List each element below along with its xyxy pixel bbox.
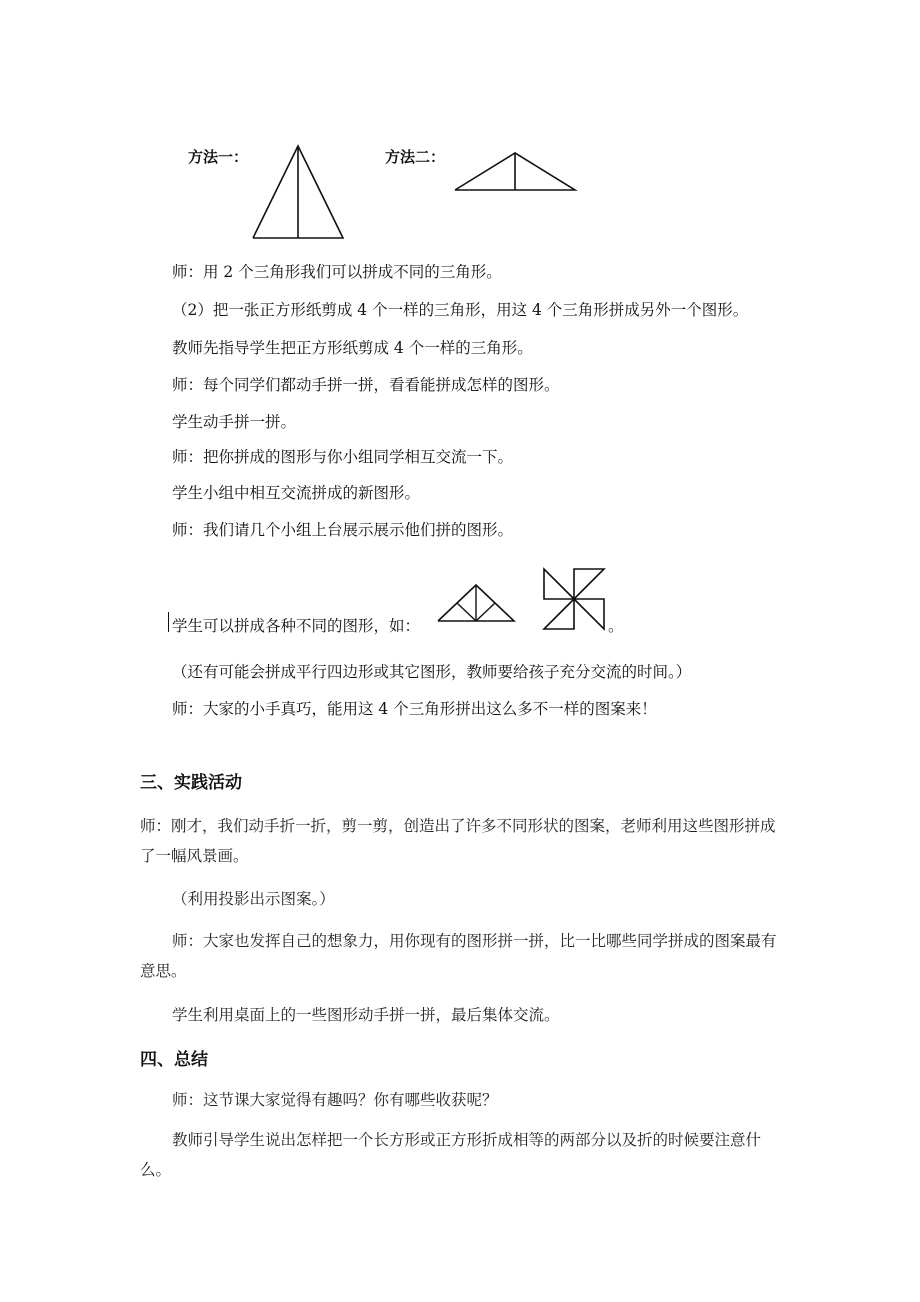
section3-paragraph-1 [140, 811, 782, 871]
line-9-end: 。 [608, 617, 624, 635]
text-cursor [168, 612, 169, 632]
section4-paragraph-2-text: 教师引导学生说出怎样把一个长方形或正方形折成相等的两部分以及折的时候要注意什么。 [140, 1131, 762, 1179]
method2-triangle-figure [452, 150, 578, 194]
line-3: 教师先指导学生把正方形纸剪成 4 个一样的三角形。 [172, 339, 533, 357]
line-6: 师：把你拼成的图形与你小组同学相互交流一下。 [172, 448, 514, 466]
line-1: 师：用 2 个三角形我们可以拼成不同的三角形。 [172, 263, 502, 281]
example-triangle-inner-2 [457, 603, 476, 621]
section3-paragraph-3 [140, 926, 782, 986]
section3-paragraph-1-text: 师：刚才，我们动手折一折，剪一剪，创造出了许多不同形状的图案，老师利用这些图形拼成了一幅风景画。 [140, 817, 776, 865]
section4-paragraph-1: 师：这节课大家觉得有趣吗？你有哪些收获呢？ [172, 1091, 498, 1109]
line-11: 师：大家的小手真巧，能用这 4 个三角形拼出这么多不一样的图案来！ [172, 700, 657, 718]
pinwheel-blade-2 [574, 569, 604, 599]
line-8: 师：我们请几个小组上台展示展示他们拼的图形。 [172, 521, 514, 539]
method1-triangle-figure [250, 143, 346, 241]
line-10: （还有可能会拼成平行四边形或其它图形，教师要给孩子充分交流的时间。） [172, 663, 692, 681]
method1-label: 方法一： [188, 148, 249, 166]
section3-paragraph-2: （利用投影出示图案。） [172, 890, 335, 908]
line-7: 学生小组中相互交流拼成的新图形。 [172, 484, 421, 502]
example-triangle-figure [436, 582, 516, 624]
example-triangle-inner-3 [476, 603, 495, 621]
line-4: 师：每个同学们都动手拼一拼，看看能拼成怎样的图形。 [172, 376, 560, 394]
section4-heading: 四、总结 [140, 1050, 208, 1070]
section3-paragraph-3-text: 师：大家也发挥自己的想象力，用你现有的图形拼一拼，比一比哪些同学拼成的图案最有意思。 [140, 932, 777, 980]
pinwheel-blade-3 [574, 599, 604, 629]
line-5: 学生动手拼一拼。 [172, 413, 297, 431]
pinwheel-blade-1 [544, 569, 574, 599]
section4-paragraph-2 [140, 1125, 782, 1185]
pinwheel-figure [540, 565, 610, 633]
line-2: （2）把一张正方形纸剪成 4 个一样的三角形，用这 4 个三角形拼成另外一个图形。 [172, 301, 749, 319]
section3-heading: 三、实践活动 [140, 773, 242, 793]
section3-paragraph-4: 学生利用桌面上的一些图形动手拼一拼，最后集体交流。 [172, 1006, 560, 1024]
line-9: 学生可以拼成各种不同的图形，如： [172, 617, 421, 635]
method2-label: 方法二： [385, 148, 446, 166]
pinwheel-blade-4 [544, 599, 574, 629]
